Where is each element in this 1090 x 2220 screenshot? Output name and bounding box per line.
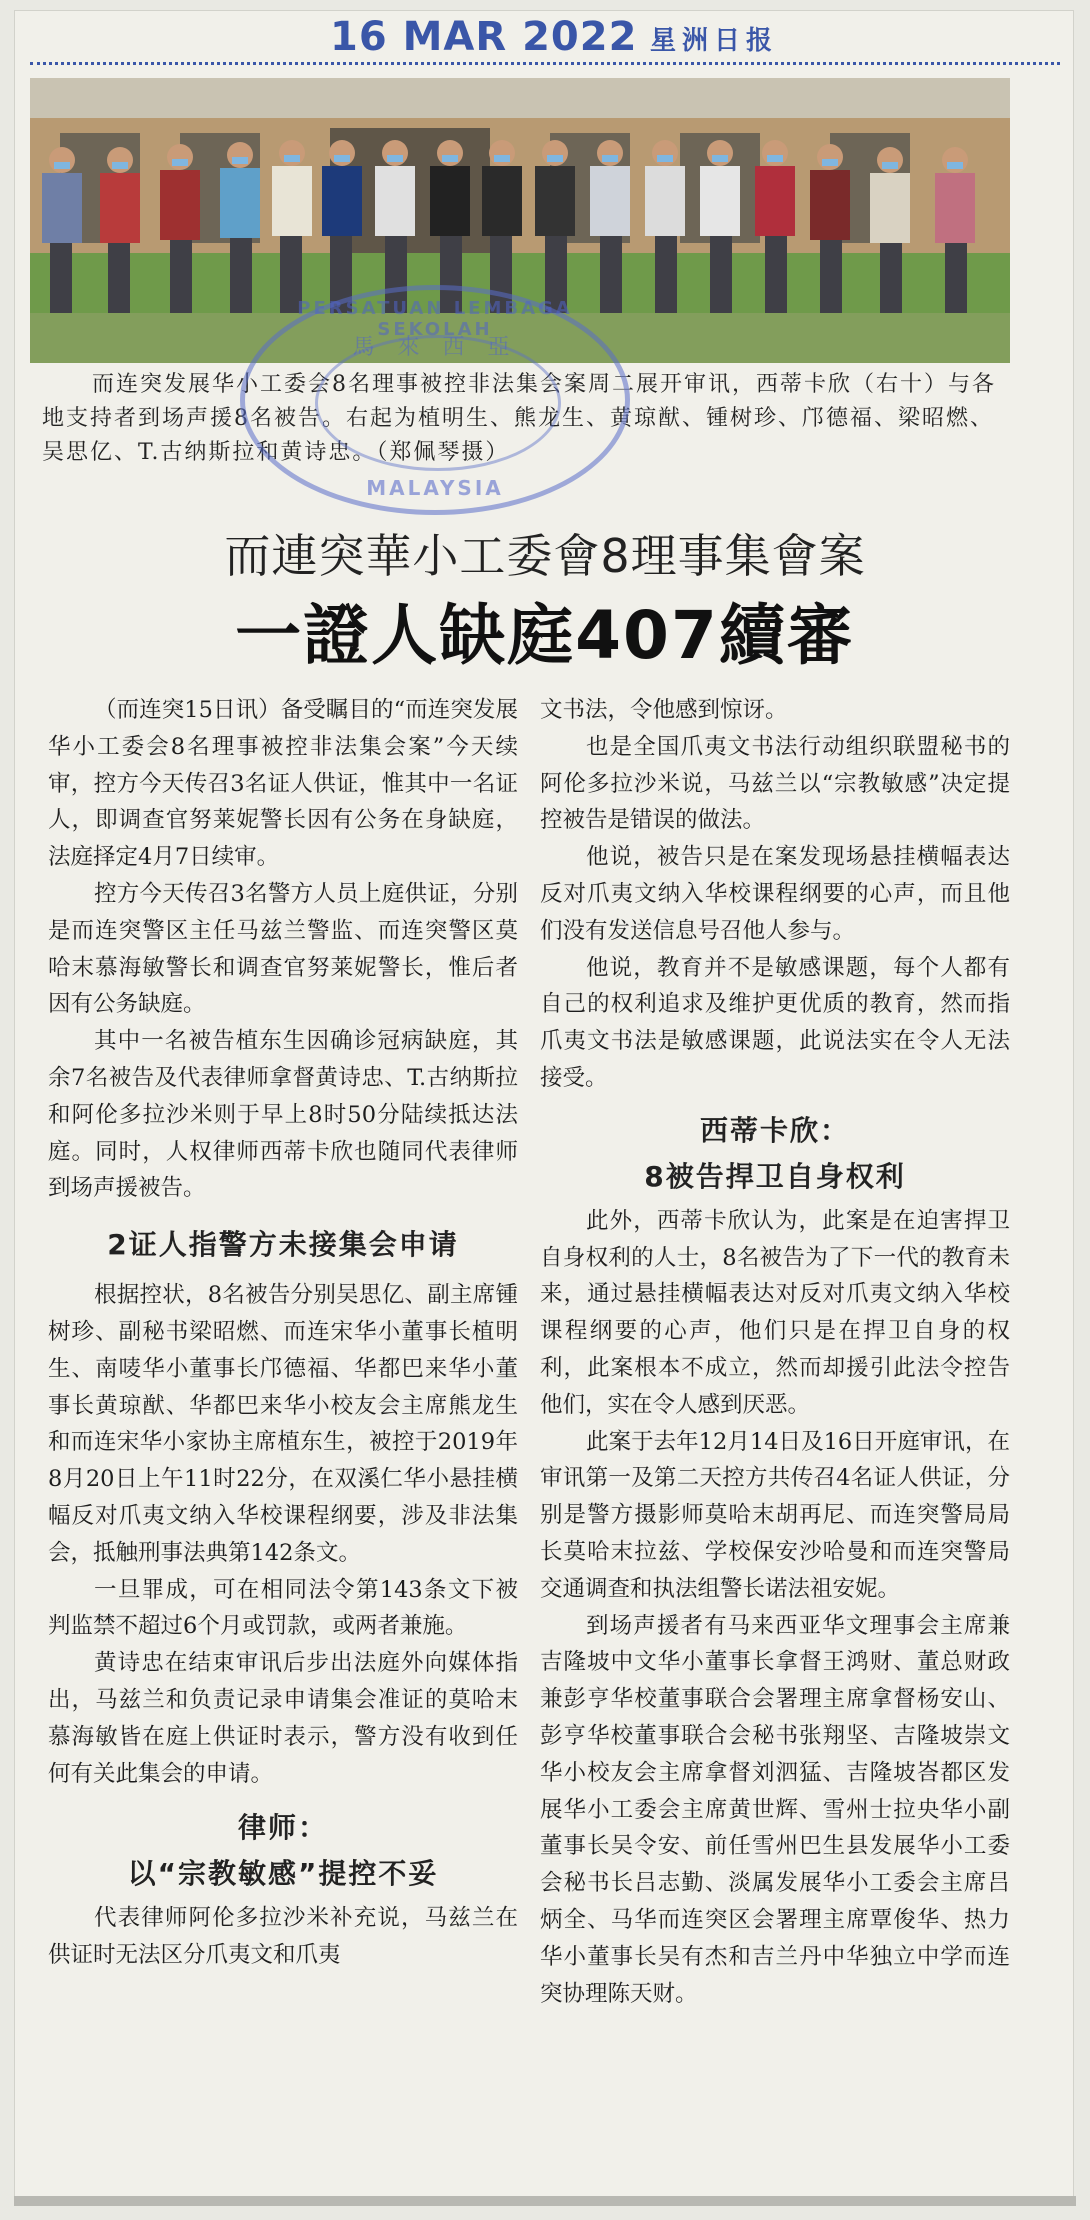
article-column-left [48, 692, 518, 1974]
article-kicker: 而連突華小工委會8理事集會案 [224, 529, 866, 583]
paragraph: 代表律师阿伦多拉沙米补充说，马兹兰在供证时无法区分爪夷文和爪夷 [48, 1905, 518, 1969]
newspaper-name: 星洲日报 [650, 26, 779, 56]
article-column-right [540, 692, 1010, 2012]
subheading-religious-sensitivity: 以“宗教敏感”提控不妥 [127, 1857, 439, 1891]
subheading-lawyer: 律师： [237, 1811, 328, 1845]
paragraph: 他说，被告只是在案发现场悬挂横幅表达反对爪夷文纳入华校课程纲要的心声，而且他们没有发送信息号召他人参与。 [540, 844, 1010, 944]
stamp-text-top: PERSATUAN LEMBAGA SEKOLAH [297, 298, 573, 340]
paragraph: 此案于去年12月14日及16日开庭审讯，在审讯第一及第二天控方共传召4名证人供证，分别是警方摄影师莫哈末胡再尼、而连突警局局长莫哈末拉兹、学校保安沙哈曼和而连突警局交通调查和执法组警长诺法祖安妮。 [540, 1428, 1010, 1602]
stamp-text-middle: 馬 來 西 亞 [352, 335, 518, 360]
paragraph: 他说，教育并不是敏感课题，每个人都有自己的权利追求及维护更优质的教育，然而指爪夷文书法是敏感课题，此说法实在令人无法接受。 [540, 954, 1010, 1091]
paragraph: 根据控状，8名被告分别吴思亿、副主席锺树珍、副秘书梁昭燃、而连宋华小董事长植明生、南唛华小董事长邝德福、华都巴来华小董事长黄琼猷、华都巴来华小校友会主席熊龙生和而连宋华小家协主席植东生，被控于2019年8月20日上午11时22分，在双溪仁华小悬挂横幅反对爪夷文纳入华校课程纲要，涉及非法集会，抵触刑事法典第142条文。 [48, 1282, 518, 1566]
publication-date: 16 MAR 2022 [330, 14, 638, 60]
subheading-siti-kassim: 西蒂卡欣： [699, 1113, 850, 1147]
subheading-witnesses: 2证人指警方未接集会申请 [107, 1228, 459, 1262]
paragraph: 也是全国爪夷文书法行动组织联盟秘书的阿伦多拉沙米说，马兹兰以“宗教敏感”决定提控被告是错误的做法。 [540, 733, 1010, 834]
paragraph: （而连突15日讯）备受瞩目的“而连突发展华小工委会8名理事被控非法集会案”今天续审，控方今天传召3名证人供证，惟其中一名证人，即调查官努莱妮警长因有公务在身缺庭，法庭择定4月7日续审。 [48, 697, 518, 871]
stamp-text-bottom: MALAYSIA [366, 476, 504, 500]
date-divider [30, 62, 1060, 65]
article-headline: 一證人缺庭407續審 [235, 597, 855, 674]
organization-stamp [240, 285, 630, 515]
photo-caption: 而连突发展华小工委会8名理事被控非法集会案周二展开审讯，西蒂卡欣（右十）与各地支持者到场声援8名被告。右起为植明生、熊龙生、黄琼猷、锺树珍、邝德福、梁昭燃、吴思亿、T.古纳斯拉和黄诗忠。（郑佩琴摄） [42, 372, 996, 465]
paragraph: 文书法，令他感到惊讶。 [540, 697, 788, 723]
bottom-edge [14, 2196, 1076, 2206]
paragraph: 其中一名被告植东生因确诊冠病缺庭，其余7名被告及代表律师拿督黄诗忠、T.古纳斯拉和阿伦多拉沙米则于早上8时50分陆续抵达法庭。同时，人权律师西蒂卡欣也随同代表律师到场声援被告。 [48, 1028, 518, 1202]
paragraph: 到场声援者有马来西亚华文理事会主席兼吉隆坡中文华小董事长拿督王鸿财、董总财政兼彭亨华校董事联合会署理主席拿督杨安山、彭亨华校董事联合会秘书张翔坚、吉隆坡崇文华小校友会主席拿督刘泗猛、吉隆坡峇都区发展华小工委会主席黄世辉、雪州士拉央华小副董事长吴令安、前任雪州巴生县发展华小工委会秘书长吕志勤、淡属发展华小工委会主席吕炳全、马华而连突区会署理主席覃俊华、热力华小董事长吴有杰和吉兰丹中华独立中学而连突协理陈天财。 [540, 1612, 1010, 2007]
paragraph: 控方今天传召3名警方人员上庭供证，分别是而连突警区主任马兹兰警监、而连突警区莫哈末慕海敏警长和调查官努莱妮警长，惟后者因有公务缺庭。 [48, 880, 518, 1018]
paragraph: 此外，西蒂卡欣认为，此案是在迫害捍卫自身权利的人士，8名被告为了下一代的教育未来，通过悬挂横幅表达对反对爪夷文纳入华校课程纲要的心声，他们只是在捍卫自身的权利，此案根本不成立，然而却援引此法令控告他们，实在令人感到厌恶。 [540, 1207, 1010, 1418]
paragraph: 黄诗忠在结束审讯后步出法庭外向媒体指出，马兹兰和负责记录申请集会准证的莫哈末慕海敏皆在庭上供证时表示，警方没有收到任何有关此集会的申请。 [48, 1650, 518, 1787]
paragraph: 一旦罪成，可在相同法令第143条文下被判监禁不超过6个月或罚款，或两者兼施。 [48, 1576, 518, 1640]
subheading-defend-rights: 8被告捍卫自身权利 [644, 1159, 906, 1193]
